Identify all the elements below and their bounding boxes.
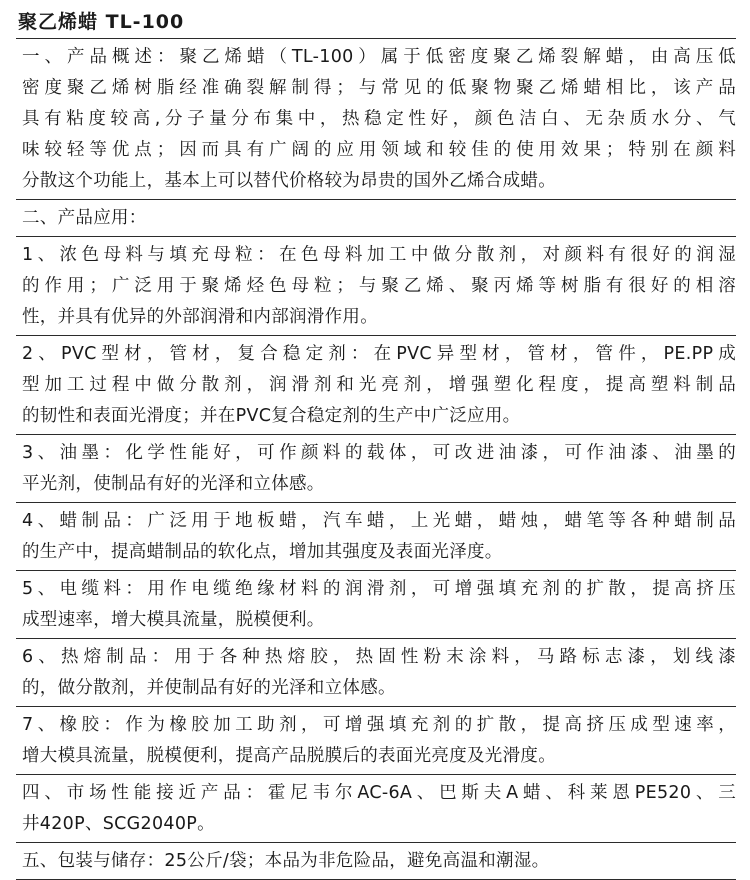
text-line: 四、市场性能接近产品：霍尼韦尔AC-6A、巴斯夫A蜡、科莱恩PE520、三	[22, 783, 736, 803]
text-line: 分散这个功能上，基本上可以替代价格较为昂贵的国外乙烯合成蜡。	[22, 171, 556, 191]
text-line: 型加工过程中做分散剂，润滑剂和光亮剂，增强塑化程度，提高塑料制品	[22, 375, 736, 395]
text-line: 味较轻等优点；因而具有广阔的应用领域和较佳的使用效果；特别在颜料	[22, 140, 736, 160]
application-heading	[16, 199, 736, 236]
text-line: 二、产品应用：	[22, 208, 147, 228]
text-line: 密度聚乙烯树脂经准确裂解制得；与常见的低聚物聚乙烯蜡相比，该产品	[22, 78, 736, 98]
application-4	[16, 502, 736, 570]
text-line: 的，做分散剂，并使制品有好的光泽和立体感。	[22, 678, 396, 698]
comparable-products	[16, 774, 736, 842]
text-line: 成型速率，增大模具流量，脱模便利。	[22, 610, 325, 630]
application-5	[16, 570, 736, 638]
text-line: 6、热熔制品：用于各种热熔胶，热固性粉末涂料，马路标志漆，划线漆	[22, 647, 736, 667]
intro-section	[16, 38, 736, 199]
packaging-storage	[16, 842, 736, 880]
text-line: 一、产品概述：聚乙烯蜡（TL-100）属于低密度聚乙烯裂解蜡，由高压低	[22, 47, 736, 67]
text-line: 增大模具流量，脱模便利，提高产品脱膜后的表面光亮度及光滑度。	[22, 746, 556, 766]
text-line: 1、浓色母料与填充母粒：在色母料加工中做分散剂，对颜料有很好的润湿	[22, 245, 736, 265]
application-7	[16, 706, 736, 774]
text-line: 的生产中，提高蜡制品的软化点，增加其强度及表面光泽度。	[22, 542, 503, 562]
text-line: 五、包装与储存：25公斤/袋；本品为非危险品，避免高温和潮湿。	[22, 851, 550, 871]
application-1	[16, 236, 736, 335]
text-line: 4、蜡制品：广泛用于地板蜡，汽车蜡，上光蜡，蜡烛，蜡笔等各种蜡制品	[22, 511, 736, 531]
text-line: 井420P、SCG2040P。	[22, 814, 215, 834]
application-2	[16, 335, 736, 434]
text-line: 性，并具有优异的外部润滑和内部润滑作用。	[22, 307, 378, 327]
text-line: 7、橡胶：作为橡胶加工助剂，可增强填充剂的扩散，提高挤压成型速率，	[22, 715, 736, 735]
application-3	[16, 434, 736, 502]
text-line: 2、PVC型材，管材，复合稳定剂：在PVC异型材，管材，管件，PE.PP成	[22, 344, 736, 364]
text-line: 的作用；广泛用于聚烯烃色母粒；与聚乙烯、聚丙烯等树脂有很好的相溶	[22, 276, 736, 296]
text-line: 具有粘度较高,分子量分布集中，热稳定性好，颜色洁白、无杂质水分、气	[22, 109, 736, 129]
text-line: 5、电缆料：用作电缆绝缘材料的润滑剂，可增强填充剂的扩散，提高挤压	[22, 579, 736, 599]
text-line: 平光剂，使制品有好的光泽和立体感。	[22, 474, 325, 494]
text-line: 的韧性和表面光滑度；并在PVC复合稳定剂的生产中广泛应用。	[22, 406, 521, 426]
document-title: 聚乙烯蜡 TL-100	[18, 11, 185, 33]
text-line: 3、油墨：化学性能好，可作颜料的载体，可改进油漆，可作油漆、油墨的	[22, 443, 736, 463]
content-table	[16, 38, 736, 880]
application-6	[16, 638, 736, 706]
